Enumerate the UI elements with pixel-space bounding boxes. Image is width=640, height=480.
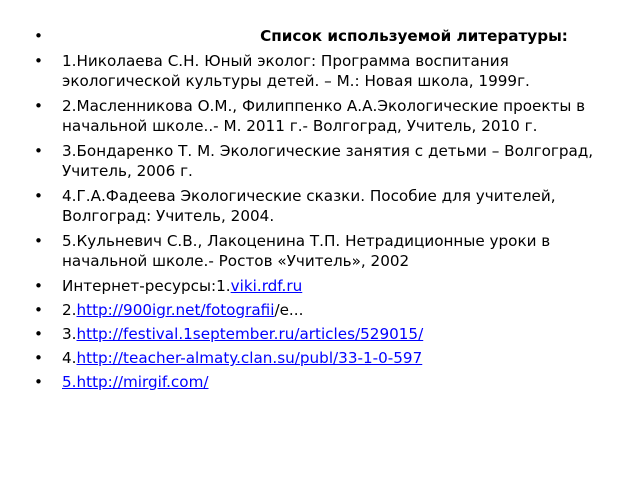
bullet: • — [34, 187, 43, 205]
bibliography-list — [34, 26, 614, 396]
reference-text: 4.Г.А.Фадеева Экологические сказки. Пособие для учителей, Волгоград: Учитель, 2004. — [62, 187, 556, 225]
reference-item — [34, 51, 614, 91]
bullet: • — [34, 27, 43, 45]
bullet: • — [34, 277, 43, 295]
reference-item — [34, 141, 614, 181]
internet-resources-item — [34, 276, 614, 296]
internet-link-item — [34, 372, 614, 392]
link-number: 4. — [62, 349, 77, 367]
page-title: Список используемой литературы: — [260, 27, 568, 45]
reference-item — [34, 186, 614, 226]
link-number: 2. — [62, 301, 77, 319]
bullet: • — [34, 349, 43, 367]
internet-resources-label: Интернет-ресурсы:1. — [62, 277, 231, 295]
internet-link-item — [34, 300, 614, 320]
bullet: • — [34, 301, 43, 319]
link-number: 3. — [62, 325, 77, 343]
link-suffix: /е... — [274, 301, 304, 319]
bullet: • — [34, 97, 43, 115]
internet-link-item — [34, 348, 614, 368]
link-900igr[interactable]: http://900igr.net/fotografii — [76, 301, 275, 319]
internet-link-item — [34, 324, 614, 344]
bullet: • — [34, 52, 43, 70]
reference-text: 3.Бондаренко Т. М. Экологические занятия с детьми – Волгоград, Учитель, 2006 г. — [62, 142, 594, 180]
link-teacher-almaty[interactable]: http://teacher-almaty.clan.su/publ/33-1-0-597 — [76, 349, 423, 367]
link-festival-1september[interactable]: http://festival.1september.ru/articles/529015/ — [76, 325, 424, 343]
bullet: • — [34, 232, 43, 250]
reference-item — [34, 231, 614, 271]
list-item-title — [34, 26, 614, 46]
link-mirgif[interactable]: 5.http://mirgif.com/ — [62, 373, 209, 391]
reference-item — [34, 96, 614, 136]
bullet: • — [34, 373, 43, 391]
reference-text: 1.Николаева С.Н. Юный эколог: Программа воспитания экологической культуры детей. – М.: Новая школа, 1999г. — [62, 52, 530, 90]
reference-text: 2.Масленникова О.М., Филиппенко А.А.Экологические проекты в начальной школе..- М. 2011 г.- Волгоград, Учитель, 2010 г. — [62, 97, 586, 135]
bullet: • — [34, 142, 43, 160]
bullet: • — [34, 325, 43, 343]
link-viki-rdf[interactable]: viki.rdf.ru — [230, 277, 303, 295]
reference-text: 5.Кульневич С.В., Лакоценина Т.П. Нетрадиционные уроки в начальной школе.- Ростов «Учитель», 2002 — [62, 232, 551, 270]
